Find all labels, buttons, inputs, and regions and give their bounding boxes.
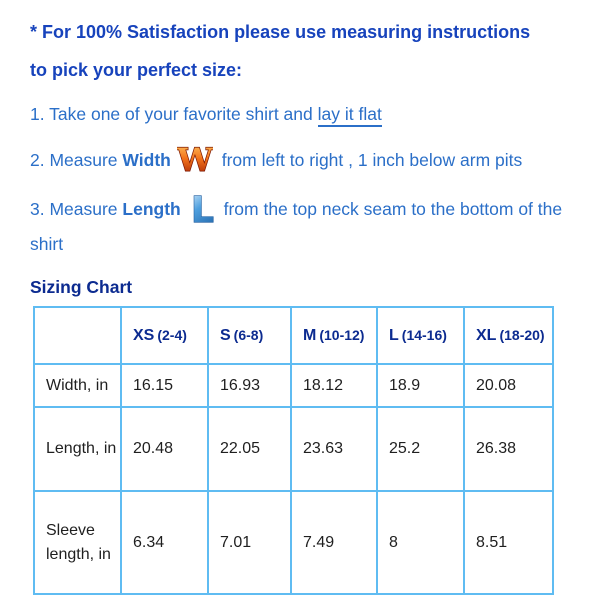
table-cell: 6.34	[121, 491, 208, 594]
table-cell: 18.9	[377, 364, 464, 407]
corner-cell	[34, 307, 121, 364]
satisfaction-note-line2: to pick your perfect size:	[30, 60, 243, 80]
size-range: (2-4)	[157, 326, 187, 343]
table-cell: 23.63	[291, 407, 377, 491]
size-column-header-m	[291, 307, 377, 364]
size-name: S	[220, 326, 231, 344]
step-3-measure-length	[30, 188, 578, 260]
satisfaction-note	[30, 13, 578, 89]
size-range: (10-12)	[319, 326, 365, 343]
width-w-icon	[177, 141, 213, 179]
table-row-sleeve-length	[34, 491, 553, 594]
table-cell: 7.01	[208, 491, 291, 594]
size-range: (14-16)	[401, 326, 447, 343]
length-keyword: Length	[122, 199, 181, 219]
row-label: Sleeve length, in	[34, 491, 121, 594]
sizing-chart-table	[33, 306, 554, 595]
table-cell: 22.05	[208, 407, 291, 491]
table-cell: 16.15	[121, 364, 208, 407]
table-cell: 20.48	[121, 407, 208, 491]
size-column-header-xl	[464, 307, 553, 364]
lay-it-flat-underlined-text: lay it flat	[318, 104, 382, 127]
step-2-measure-width	[30, 141, 578, 179]
size-column-header-xs	[121, 307, 208, 364]
table-cell: 8	[377, 491, 464, 594]
step-1-text: 1. Take one of your favorite shirt and	[30, 104, 318, 124]
row-label: Length, in	[34, 407, 121, 491]
table-cell: 16.93	[208, 364, 291, 407]
step-3-text: 3. Measure	[30, 199, 123, 219]
step-3-text-after: from the top neck seam to the bottom of the shirt	[30, 199, 563, 254]
table-cell: 7.49	[291, 491, 377, 594]
size-range: (18-20)	[499, 326, 545, 343]
step-2-text: 2. Measure	[30, 150, 123, 170]
table-cell: 26.38	[464, 407, 553, 491]
size-column-header-l	[377, 307, 464, 364]
svg-text:L: L	[190, 190, 214, 228]
size-name: M	[303, 326, 317, 344]
sizing-chart-title: Sizing Chart	[30, 277, 133, 297]
size-name: L	[389, 326, 399, 344]
header-row	[34, 307, 553, 364]
table-row-length	[34, 407, 553, 491]
step-1-lay-flat	[30, 98, 578, 130]
step-2-text-after: from left to right , 1 inch below arm pits	[216, 150, 523, 170]
table-cell: 18.12	[291, 364, 377, 407]
satisfaction-note-line1: * For 100% Satisfaction please use measuring instructions	[30, 22, 531, 42]
svg-text:W: W	[176, 141, 213, 179]
length-l-icon	[187, 188, 215, 228]
width-keyword: Width	[122, 150, 171, 170]
row-label: Width, in	[34, 364, 121, 407]
table-cell: 25.2	[377, 407, 464, 491]
size-name: XL	[476, 326, 497, 344]
size-range: (6-8)	[233, 326, 264, 343]
table-cell: 20.08	[464, 364, 553, 407]
table-row-width	[34, 364, 553, 407]
size-name: XS	[133, 326, 155, 344]
size-column-header-s	[208, 307, 291, 364]
table-cell: 8.51	[464, 491, 553, 594]
